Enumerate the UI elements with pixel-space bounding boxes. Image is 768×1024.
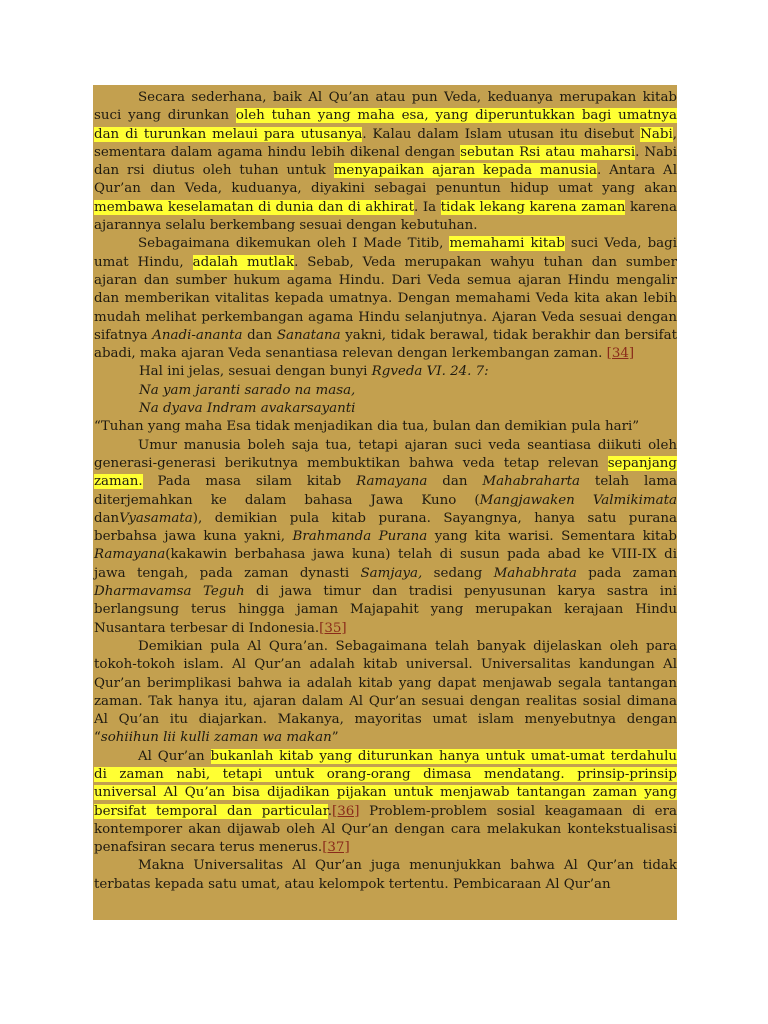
highlight: menyapaikan ajaran kepada manusia: [333, 163, 598, 179]
text: suci Veda, bagi umat Hindu,: [94, 236, 677, 270]
verse-text: Na dyava Indram avakarsayanti: [139, 401, 356, 417]
paragraph-2: [94, 235, 677, 363]
verse-line-1: [94, 382, 677, 400]
text: telah lama diterjemahkan ke dalam bahasa Jawa Kuno (: [94, 474, 677, 508]
highlight: sepanjang zaman.: [94, 455, 677, 490]
text: . Ia: [414, 199, 441, 215]
text: . Nabi dan rsi diutus oleh tuhan untuk: [94, 144, 677, 179]
text: ), demikian pula kitab purana. Sayangnya, hanya satu purana berbahsa jawa kuna yakni,: [94, 510, 677, 545]
highlight: adalah mutlak: [192, 254, 295, 270]
italic-term: Samjaya,: [360, 565, 423, 581]
italic-term: Ramayana: [356, 474, 428, 490]
paragraph-4: [94, 638, 677, 748]
footnote-link-37[interactable]: [37]: [322, 840, 350, 856]
text: . Sebab, Veda merupakan wahyu tuhan dan sumber ajaran dan sumber hukum agama Hindu. Dari Veda semua ajaran Hindu mengalir dan memberikan vitalitas kepada umatnya. Dengan memahami Veda kita akan lebih mudah melihat perkembangan agama Hindu selanjutnya. Ajaran Veda sesuai dengan sifatnya: [94, 254, 677, 343]
italic-term: Brahmanda Purana: [292, 529, 428, 545]
text: yang kita warisi. Sementara kitab: [427, 529, 677, 545]
highlight: memahami kitab: [449, 236, 565, 252]
highlight: bukanlah kitab yang diturunkan hanya untuk umat-umat terdahulu di zaman nabi, tetapi untuk orang-orang dimasa mendatang. prinsip-prinsip universal Al Qu’an bisa dijadikan pijakan untuk menjawab tantangan zaman yang bersifat temporal dan particular: [94, 748, 677, 819]
italic-term: Ramayana: [94, 547, 166, 563]
text: dan: [242, 327, 277, 343]
italic-term: Mahabhrata: [493, 565, 577, 581]
text: dan: [427, 474, 483, 490]
italic-term: Sanatana: [276, 327, 341, 343]
text: Makna Universalitas Al Qur’an juga menunjukkan bahwa Al Qur’an tidak terbatas kepada satu umat, atau kelompok tertentu. Pembicaraan Al Qur’an: [94, 858, 677, 892]
verse-line-2: [94, 400, 677, 418]
text: Secara sederhana, baik Al Qu’an atau pun Veda, keduanya merupakan kitab suci yang dirunkan: [94, 90, 677, 124]
highlight: oleh tuhan yang maha esa, yang diperuntukkan bagi umatnya dan di turunkan melaui para utusanya: [94, 108, 677, 142]
italic-term: Anadi-ananta: [152, 327, 243, 343]
text: dan: [94, 510, 120, 526]
quote-translation: [94, 418, 677, 436]
italic-term: Vyasamata: [119, 510, 193, 526]
italic-term: Mahabraharta: [482, 474, 581, 490]
footnote-link-35[interactable]: [35]: [319, 620, 347, 636]
text: Umur manusia boleh saja tua, tetapi ajaran suci veda seantiasa diikuti oleh generasi-generasi berikutnya membuktikan bahwa veda tetap relevan: [94, 437, 677, 471]
text: “Tuhan yang maha Esa tidak menjadikan dia tua, bulan dan demikian pula hari”: [94, 419, 640, 435]
text: , sementara dalam agama hindu lebih dikenal dengan: [94, 126, 677, 160]
verse-intro: [94, 363, 677, 381]
italic-term: Dharmavamsa Teguh: [94, 584, 245, 600]
text: ”: [331, 730, 339, 746]
text: Demikian pula Al Qura’an. Sebagaimana telah banyak dijelaskan oleh para tokoh-tokoh islam. Al Qur’an adalah kitab universal. Universalitas kandungan Al Qur’an berimplikasi bahwa ia adalah kitab yang dapat menjawab segala tantangan zaman. Tak hanya itu, ajaran dalam Al Qur’an sesuai dengan realitas sosial dimana Al Qu’an itu diajarkan. Makanya, mayoritas umat islam menyebutnya dengan “: [94, 638, 677, 746]
paragraph-5: [94, 748, 677, 858]
text: Problem-problem sosial keagamaan di era kontemporer akan dijawab oleh Al Qur’an dengan cara melakukan kontekstualisasi penafsiran secara terus menerus.: [94, 803, 677, 856]
highlight: membawa keselamatan di dunia dan di akhirat: [94, 199, 415, 215]
document-page: [93, 85, 677, 920]
text: .: [327, 803, 332, 819]
highlight: tidak lekang karena zaman: [440, 199, 626, 215]
text: Hal ini jelas, sesuai dengan bunyi: [139, 364, 372, 380]
italic-term: sohiihun lii kulli zaman wa makan: [100, 730, 332, 746]
highlight: Nabi: [640, 126, 673, 142]
paragraph-1: [94, 89, 677, 235]
footnote-link-34[interactable]: [34]: [606, 346, 635, 362]
verse-text: Na yam jaranti sarado na masa,: [139, 382, 356, 398]
text: sedang: [422, 565, 494, 581]
footnote-link-36[interactable]: [36]: [331, 803, 360, 819]
text: Pada masa silam kitab: [142, 474, 357, 490]
text: karena ajarannya selalu berkembang sesuai dengan kebutuhan.: [94, 199, 677, 234]
text: pada zaman: [576, 565, 677, 581]
text: Sebagaimana dikemukan oleh I Made Titib,: [138, 236, 450, 252]
verse-reference: Rgveda VI. 24. 7:: [371, 364, 489, 380]
text: Al Qur’an: [138, 748, 211, 764]
text: (kakawin berbahasa jawa kuna) telah di susun pada abad ke VIII-IX di jawa tengah, pada zaman dynasti: [94, 547, 677, 581]
text: yakni, tidak berawal, tidak berakhir dan bersifat abadi, maka ajaran Veda senantiasa relevan dengan lerkembangan zaman.: [94, 327, 677, 362]
text: di jawa timur dan tradisi penyusunan karya sastra ini berlangsung terus hingga jaman Majapahit yang merupakan kerajaan Hindu Nusantara terbesar di Indonesia.: [94, 584, 677, 636]
text: . Antara Al Qur’an dan Veda, kuduanya, diyakini sebagai penuntun hidup umat yang akan: [94, 163, 677, 197]
paragraph-3: [94, 437, 677, 638]
italic-term: Mangjawaken Valmikimata: [479, 492, 677, 508]
highlight: sebutan Rsi atau maharsi: [460, 144, 636, 160]
text: . Kalau dalam Islam utusan itu disebut: [362, 126, 641, 142]
paragraph-6: [94, 857, 677, 894]
